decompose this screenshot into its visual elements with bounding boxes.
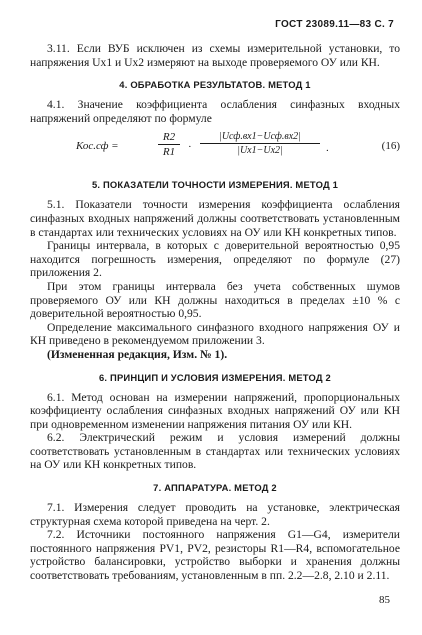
formula-period: . [326,142,329,155]
paragraph-7-2: 7.2. Источники постоянного напряжения G1—G4, измерители постоянного напряжения PV1, PV2, резисторы R1—R4, вспомогательное устройство балансировки, устройство выборки и хранения должны соответствовать требованиям, установленным в пп. 2.2—2.8, 2.10 и 2.11. [30,528,400,583]
fraction-denominator: |Uх1−Uх2| [237,145,283,157]
formula-16 [30,129,400,169]
paragraph-5-1: 5.1. Показатели точности измерения коэффициента ослабления синфазных входных напряжений должны соответствовать установленным в стандартах или технических условиях на ОУ или КН конкретных типов. [30,198,400,239]
document-body [30,42,400,583]
fraction-voltages [200,131,320,156]
fraction-numerator: R2 [158,131,180,145]
multiply-dot: · [188,141,192,154]
paragraph-5-1-definition: Определение максимального синфазного входного напряжения ОУ и КН приведено в рекомендуемом приложении 3. [30,320,400,348]
paragraph-6-2: 6.2. Электрический режим и условия измерений должны соответствовать установленным в стандартах или технических условиях на ОУ или КН конкретных типов. [30,431,400,472]
fraction-resistors [158,131,180,158]
section-heading-6: 6. ПРИНЦИП И УСЛОВИЯ ИЗМЕРЕНИЯ. МЕТОД 2 [99,371,331,383]
paragraph-5-1-intervals: Границы интервала, в которых с доверительной вероятностью 0,95 находится погрешность измерения, определяют по формуле (27) приложения 2. [30,239,400,280]
paragraph-4-1: 4.1. Значение коэффициента ослабления синфазных входных напряжений определяют по формуле [30,98,400,125]
paragraph-6-1: 6.1. Метод основан на измерении напряжений, пропорциональных коэффициенту ослабления синфазных входных напряжений ОУ или КН при одновременном изменении напряжения питания ОУ или КН. [30,390,400,431]
formula-lhs: Кос.сф = [76,140,119,153]
page-number: 85 [379,594,390,606]
document-header: ГОСТ 23089.11—83 С. 7 [275,19,394,30]
equation-number: (16) [381,140,400,153]
paragraph-3-11: 3.11. Если ВУБ исключен из схемы измерительной установки, то напряжения Uх1 и Uх2 измеряют на выходе проверяемого ОУ или КН. [30,42,400,69]
section-heading-7: 7. АППАРАТУРА. МЕТОД 2 [153,482,277,494]
fraction-denominator: R1 [162,146,176,159]
paragraph-5-1-limits: При этом границы интервала без учета собственных шумов проверяемого ОУ или КН должны находиться в пределах ±10 % с доверительной вероятностью 0,95. [30,279,400,321]
amendment-note: (Измененная редакция, Изм. № 1). [47,347,228,361]
section-heading-5: 5. ПОКАЗАТЕЛИ ТОЧНОСТИ ИЗМЕРЕНИЯ. МЕТОД 1 [91,179,339,191]
paragraph-7-1: 7.1. Измерения следует проводить на установке, электрическая структурная схема которой приведена на черт. 2. [30,501,400,528]
section-heading-4: 4. ОБРАБОТКА РЕЗУЛЬТАТОВ. МЕТОД 1 [119,79,311,91]
fraction-numerator: |Uсф.вх1−Uсф.вх2| [200,131,320,144]
